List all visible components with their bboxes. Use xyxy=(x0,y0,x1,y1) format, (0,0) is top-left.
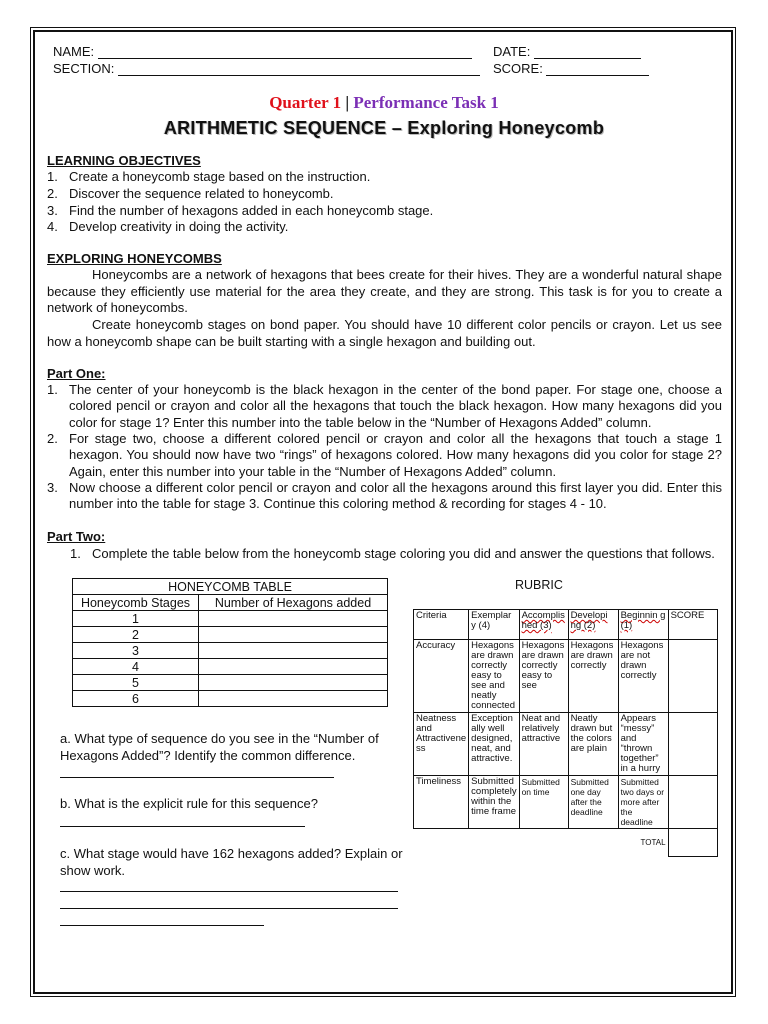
hexagons-added-cell[interactable] xyxy=(199,643,388,659)
rubric-cell: Neatly drawn but the colors are plain xyxy=(568,713,618,776)
section-label: SECTION: xyxy=(53,61,115,76)
score-field[interactable] xyxy=(493,61,649,76)
objectives-heading: LEARNING OBJECTIVES xyxy=(47,153,201,168)
exploring-heading: EXPLORING HONEYCOMBS xyxy=(47,251,222,266)
stage-cell: 2 xyxy=(73,627,199,643)
task-label: Performance Task 1 xyxy=(353,93,499,112)
hexagons-added-cell[interactable] xyxy=(199,659,388,675)
answer-line-c[interactable] xyxy=(60,908,398,909)
table-row xyxy=(73,627,388,643)
column-header: Honeycomb Stages xyxy=(73,595,199,611)
objective-item: 4. Develop creativity in doing the activity. xyxy=(47,219,289,234)
honeycomb-table-title: HONEYCOMB TABLE xyxy=(73,579,388,595)
section-field[interactable] xyxy=(53,61,480,76)
rubric-score-cell[interactable] xyxy=(668,713,717,776)
page-subtitle: ARITHMETIC SEQUENCE – Exploring Honeycomb xyxy=(163,118,605,138)
exploring-paragraph-2: Create honeycomb stages on bond paper. You should have 10 different color pencils or crayon. Let us see how a honeycomb shape can be built starting with a single hexagon and building out. xyxy=(47,317,722,349)
rubric-score-cell[interactable] xyxy=(668,640,717,713)
rubric-criteria: Neatness and Attractivene ss xyxy=(414,713,469,776)
question-c: c. What stage would have 162 hexagons added? Explain or show work. xyxy=(60,846,403,878)
quarter-label: Quarter 1 xyxy=(269,93,342,112)
hexagons-added-cell[interactable] xyxy=(199,627,388,643)
objective-item: 1. Create a honeycomb stage based on the instruction. xyxy=(47,169,371,184)
rubric-criteria: Timeliness xyxy=(414,776,469,829)
rubric-title: RUBRIC xyxy=(515,578,563,592)
objective-item: 2. Discover the sequence related to honeycomb. xyxy=(47,186,334,201)
date-field[interactable] xyxy=(493,44,641,59)
rubric-header: Exemplar y (4) xyxy=(469,610,519,640)
stage-cell: 6 xyxy=(73,691,199,707)
part-one-item: 1. The center of your honeycomb is the black hexagon in the center of the bond paper. For stage one, choose a colored pencil or crayon and color all the hexagons that touch the black hexagon. How many hexagons did you color for stage 1? Enter this number into the table below in the “Number of Hexagons Added” column. xyxy=(47,382,722,430)
column-header: Number of Hexagons added xyxy=(199,595,388,611)
rubric-row xyxy=(414,640,718,713)
stage-cell: 3 xyxy=(73,643,199,659)
rubric-cell: Exception ally well designed, neat, and attractive. xyxy=(469,713,519,776)
answer-line-c[interactable] xyxy=(60,925,264,926)
exploring-paragraph-1: Honeycombs are a network of hexagons that bees create for their hives. They are a wonderful natural shape because they efficiently use material for the area they create, and they are strong. This task is for you to create a network of honeycombs. xyxy=(47,267,722,315)
rubric-score-cell[interactable] xyxy=(668,776,717,829)
question-b: b. What is the explicit rule for this sequence? xyxy=(60,796,318,811)
rubric-header: Developi ng (2) xyxy=(568,610,618,640)
stage-cell: 5 xyxy=(73,675,199,691)
rubric-header: Criteria xyxy=(414,610,469,640)
total-label: TOTAL xyxy=(640,837,666,847)
score-label: SCORE: xyxy=(493,61,543,76)
rubric-header: SCORE xyxy=(668,610,717,640)
rubric-cell: Hexagons are drawn correctly easy to see and neatly connected xyxy=(469,640,519,713)
rubric-cell: Appears “messy” and “thrown together” in a hurry xyxy=(618,713,668,776)
question-a: a. What type of sequence do you see in the “Number of Hexagons Added”? Identify the common difference. xyxy=(60,731,379,763)
rubric-row xyxy=(414,776,718,829)
part-one-item: 3. Now choose a different color pencil or crayon and color all the hexagons around this first layer you did. Enter this number into the table for stage 3. Continue this coloring method & recording for stages 4 - 10. xyxy=(47,480,722,512)
part-one-item: 2. For stage two, choose a different colored pencil or crayon and color all the hexagons that touch a stage 1 hexagon. You should now have two “rings” of hexagons colored. How many hexagons did you color for stage 2? Again, enter this number into your table in the “Number of Hexagons Added” column. xyxy=(47,431,722,479)
rubric-cell: Submitted completely within the time frame xyxy=(469,776,519,829)
rubric-cell: Submitted on time xyxy=(519,776,568,829)
table-row xyxy=(73,691,388,707)
objective-item: 3. Find the number of hexagons added in each honeycomb stage. xyxy=(47,203,434,218)
hexagons-added-cell[interactable] xyxy=(199,691,388,707)
rubric-cell: Hexagons are drawn correctly xyxy=(568,640,618,713)
rubric-total-row xyxy=(414,829,718,857)
total-score-cell[interactable] xyxy=(668,829,717,857)
page-title xyxy=(0,93,768,113)
table-row xyxy=(73,675,388,691)
part-one-heading: Part One: xyxy=(47,366,106,381)
rubric-criteria: Accuracy xyxy=(414,640,469,713)
part-two-item: 1. Complete the table below from the honeycomb stage coloring you did and answer the questions that follows. xyxy=(70,546,715,561)
rubric-header: Beginnin g (1) xyxy=(618,610,668,640)
answer-line-c[interactable] xyxy=(60,891,398,892)
answer-line-a[interactable] xyxy=(60,777,334,778)
rubric-cell: Submitted two days or more after the deadline xyxy=(618,776,668,829)
table-row xyxy=(73,643,388,659)
rubric-header: Accomplis hed (3) xyxy=(519,610,568,640)
part-two-heading: Part Two: xyxy=(47,529,106,544)
stage-cell: 4 xyxy=(73,659,199,675)
stage-cell: 1 xyxy=(73,611,199,627)
table-row xyxy=(73,611,388,627)
answer-line-b[interactable] xyxy=(60,826,305,827)
name-field[interactable] xyxy=(53,44,472,59)
rubric-row xyxy=(414,713,718,776)
honeycomb-table xyxy=(72,578,388,707)
date-label: DATE: xyxy=(493,44,531,59)
rubric-cell: Hexagons are drawn correctly easy to see xyxy=(519,640,568,713)
hexagons-added-cell[interactable] xyxy=(199,675,388,691)
rubric-cell: Submitted one day after the deadline xyxy=(568,776,618,829)
rubric-cell: Neat and relatively attractive xyxy=(519,713,568,776)
title-separator: | xyxy=(345,93,350,112)
hexagons-added-cell[interactable] xyxy=(199,611,388,627)
rubric-table xyxy=(413,609,718,857)
table-row xyxy=(73,659,388,675)
rubric-cell: Hexagons are not drawn correctly xyxy=(618,640,668,713)
name-label: NAME: xyxy=(53,44,95,59)
